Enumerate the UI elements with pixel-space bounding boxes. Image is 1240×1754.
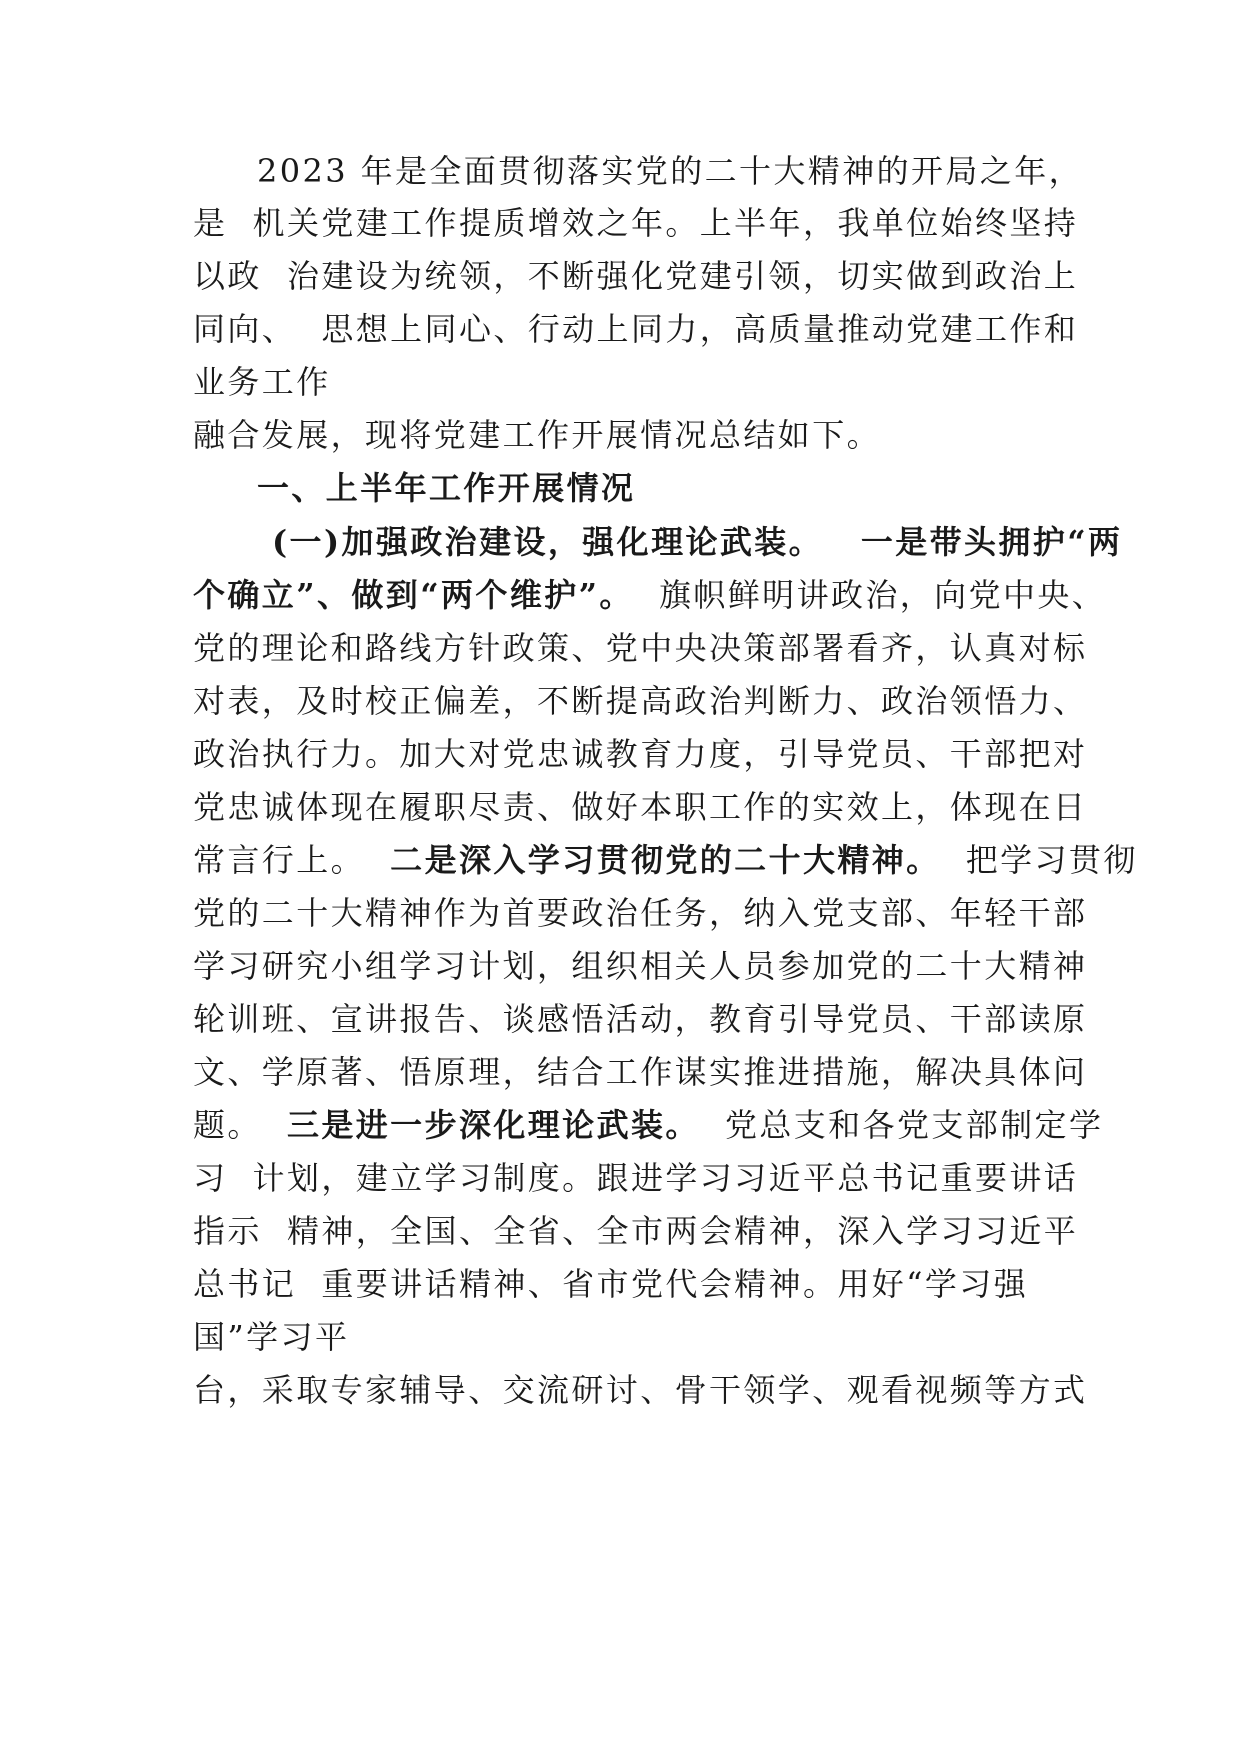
point-2-lead-in: 常言行上。: [193, 841, 366, 879]
subsection-1-line-3: 党的理论和路线方针政策、党中央决策部署看齐，认真对标: [193, 629, 1088, 667]
subsection-1-line-17: 台，采取专家辅导、交流研讨、骨干领学、观看视频等方式: [193, 1371, 1088, 1409]
subsection-1-line-12: [193, 1105, 1103, 1145]
point-3-lead-in: 题。: [193, 1106, 262, 1144]
subsection-1-line-2: [193, 575, 1106, 615]
subsection-1-line-5: 政治执行力。加大对党忠诚教育力度，引导党员、干部把对: [193, 735, 1088, 773]
point-3-text-start: 党总支和各党支部制定学: [724, 1106, 1104, 1144]
point-1-text-start: 旗帜鲜明讲政治，向党中央、: [658, 576, 1107, 614]
subsection-1-line-14: 指示 精神，全国、全省、全市两会精神，深入学习习近平: [193, 1212, 1079, 1250]
subsection-1-line-9: 学习研究小组学习计划，组织相关人员参加党的二十大精神: [193, 947, 1088, 985]
subsection-1-line-16: 国”学习平: [193, 1318, 350, 1356]
subsection-1-heading: (一)加强政治建设，强化理论武装。: [272, 523, 824, 561]
point-3-title: 三是进一步深化理论武装。: [286, 1106, 700, 1144]
subsection-1-line-15: 总书记 重要讲话精神、省市党代会精神。用好“学习强: [193, 1265, 1029, 1303]
point-2-text-start: 把学习贯彻: [965, 841, 1138, 879]
section-heading-1: 一、上半年工作开展情况: [257, 469, 636, 507]
subsection-1-line-7: [193, 840, 1138, 880]
subsection-1-line-10: 轮训班、宣讲报告、谈感悟活动，教育引导党员、干部读原: [193, 1000, 1088, 1038]
intro-line-5: 业务工作: [193, 363, 331, 401]
intro-line-6: 融合发展，现将党建工作开展情况总结如下。: [193, 416, 882, 454]
subsection-1-line-1: [272, 522, 1122, 562]
intro-line-1: 2023 年是全面贯彻落实党的二十大精神的开局之年，: [257, 152, 1084, 190]
point-1-title-start: 一是带头拥护“两: [860, 523, 1123, 561]
intro-line-3: 以政 治建设为统领，不断强化党建引领，切实做到政治上: [193, 257, 1079, 295]
subsection-1-line-8: 党的二十大精神作为首要政治任务，纳入党支部、年轻干部: [193, 894, 1088, 932]
subsection-1-line-11: 文、学原著、悟原理，结合工作谋实推进措施，解决具体问: [193, 1053, 1088, 1091]
point-2-title: 二是深入学习贯彻党的二十大精神。: [390, 841, 941, 879]
subsection-1-line-4: 对表，及时校正偏差，不断提高政治判断力、政治领悟力、: [193, 682, 1088, 720]
intro-line-2: 是 机关党建工作提质增效之年。上半年，我单位始终坚持: [193, 204, 1079, 242]
point-1-title-end: 个确立”、做到“两个维护”。: [193, 576, 634, 614]
subsection-1-line-13: 习 计划，建立学习制度。跟进学习习近平总书记重要讲话: [193, 1159, 1079, 1197]
subsection-1-line-6: 党忠诚体现在履职尽责、做好本职工作的实效上，体现在日: [193, 788, 1088, 826]
intro-line-4: 同向、 思想上同心、行动上同力，高质量推动党建工作和: [193, 310, 1079, 348]
